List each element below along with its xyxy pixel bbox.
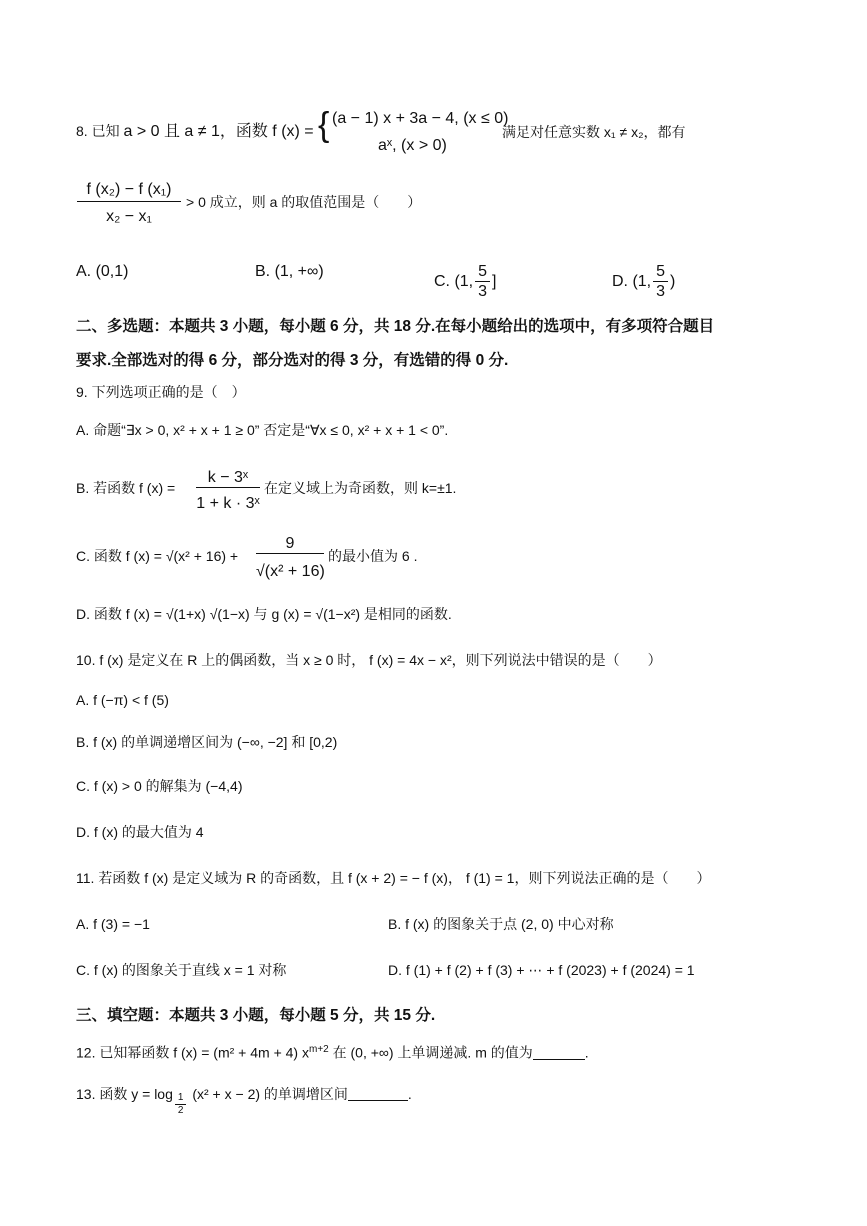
q8-line2: > 0 成立，则 a 的取值范围是（ ） [186,194,422,210]
q11-option-d: D. f (1) + f (2) + f (3) + ⋯ + f (2023) + f (2024) = 1 [388,962,695,978]
q8-option-c: C. (1, $\frac{5}{3}$ ] [434,263,497,301]
q12-exponent: m+2 [308,1044,329,1055]
q9-c-denominator: √(x² + 16) [256,563,325,580]
q8-line1-post: 满足对任意实数 x₁ ≠ x₂，都有 [502,124,686,140]
q10-stem: 10. f (x) 是定义在 R 上的偶函数，当 x ≥ 0 时， f (x) = 4x − x²，则下列说法中错误的是（ ） [76,652,662,668]
q8-frac-bot: x₂ − x₁ [106,208,152,225]
q8-number: 8. 已知 [76,123,120,139]
q11-option-b: B. f (x) 的图象关于点 (2, 0) 中心对称 [388,916,614,932]
q11-option-c: C. f (x) 的图象关于直线 x = 1 对称 [76,962,287,978]
section2-heading-line2: 要求.全部选对的得 6 分，部分选对的得 3 分，有选错的得 0 分. [76,352,509,369]
q8-option-a: A. (0,1) [76,263,129,280]
q8-option-d: D. (1, $\frac{5}{3}$ ) [612,263,676,301]
q12-line: 12. 已知幂函数 f (x) = (m² + 4m + 4) $x^{m+2}$ 在 (0, +∞) 上单调递减. m 的值为 . [76,1044,589,1061]
q9-c-numerator: 9 [256,534,324,554]
q11-stem: 11. 若函数 f (x) 是定义域为 R 的奇函数，且 f (x + 2) = − f (x)， f (1) = 1，则下列说法正确的是（ ） [76,870,711,886]
q12-post: 在 (0, +∞) 上单调递减. m 的值为 [328,1044,533,1061]
q9-option-d: D. 函数 f (x) = √(1+x) √(1−x) 与 g (x) = √(1−x²) 是相同的函数. [76,606,452,622]
q12-pre: 12. 已知幂函数 f (x) = (m² + 4m + 4) x [76,1044,309,1061]
five-thirds-frac: $\frac{5}{3}$ [475,262,490,301]
five-thirds-frac: $\frac{5}{3}$ [653,262,668,301]
q8-frac-top: f (x₂) − f (x₁) [77,180,181,202]
q8-condition: a > 0 且 a ≠ 1，函数 f (x) = [123,123,314,140]
q8-option-b: B. (1, +∞) [255,263,324,280]
q10-option-a: A. f (−π) < f (5) [76,692,169,708]
q9-stem: 9. 下列选项正确的是（ ） [76,384,246,400]
q9-b-numerator: k − 3ˣ [196,468,260,488]
q10-option-d: D. f (x) 的最大值为 4 [76,824,204,840]
q13-post: (x² + x − 2) 的单调增区间 [188,1086,348,1102]
q9-option-a: A. 命题“∃x > 0, x² + x + 1 ≥ 0” 否定是“∀x ≤ 0, x² + x + 1 < 0”. [76,422,449,438]
q8-line1 [76,122,314,141]
q9-option-b-pre: B. 若函数 f (x) = [76,480,176,496]
q10-option-c: C. f (x) > 0 的解集为 (−4,4) [76,778,243,794]
q10-option-b: B. f (x) 的单调递增区间为 (−∞, −2] 和 [0,2) [76,734,338,750]
q9-option-c-post: 的最小值为 6 . [328,548,418,564]
half-subscript-frac: $\frac{1}{2}$ [175,1092,187,1117]
q8-brace: { [318,106,330,144]
q11-option-a: A. f (3) = −1 [76,916,150,932]
q13-pre: 13. 函数 y = log [76,1086,173,1102]
q8-piece1: (a − 1) x + 3a − 4, (x ≤ 0) [332,110,509,127]
q8-piece2: aˣ, (x > 0) [378,137,447,154]
section3-heading: 三、填空题：本题共 3 小题，每小题 5 分，共 15 分. [76,1007,436,1024]
q9-b-denominator: 1 + k · 3ˣ [196,495,260,512]
q12-answer-blank [533,1045,585,1060]
q9-option-c-pre: C. 函数 f (x) = √(x² + 16) + [76,548,239,564]
section2-heading-line1: 二、多选题：本题共 3 小题，每小题 6 分，共 18 分.在每小题给出的选项中，有多项符合题目 [76,318,715,335]
q9-option-b-post: 在定义域上为奇函数，则 k=±1. [264,480,457,496]
q13-line: 13. 函数 y = log $\frac{1}{2}$ (x² + x − 2) 的单调增区间 . [76,1086,412,1116]
q13-answer-blank [348,1086,408,1101]
